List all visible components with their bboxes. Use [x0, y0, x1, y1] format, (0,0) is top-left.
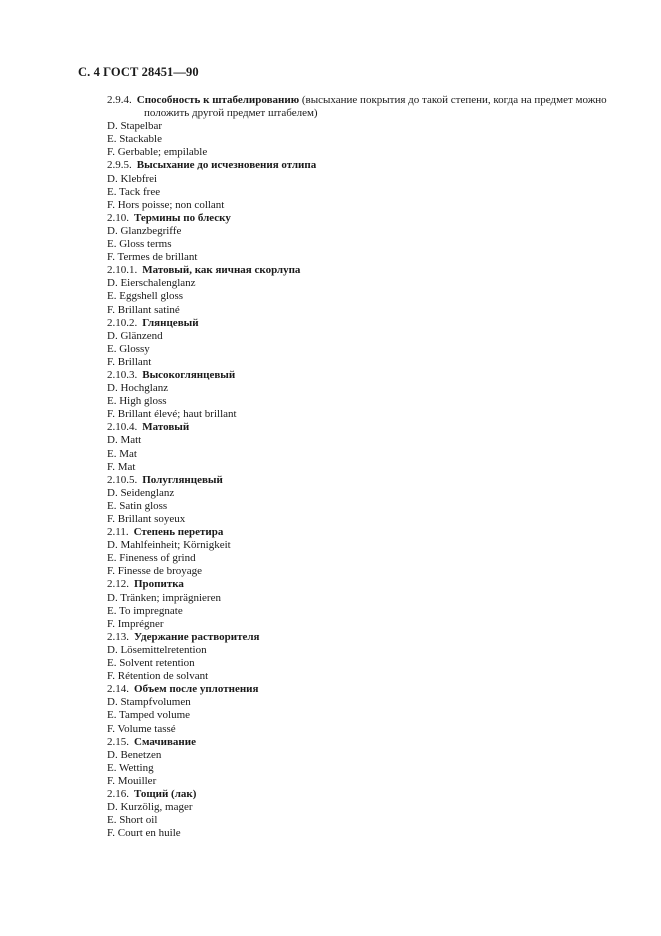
translation-line: F. Brillant élevé; haut brillant [107, 408, 237, 421]
term-number: 2.15. [107, 735, 129, 748]
term-number: 2.10.4. [107, 421, 138, 434]
translation-line: D. Tränken; imprägnieren [107, 591, 221, 604]
term-number: 2.10.2. [107, 316, 138, 329]
translation-line: E. Eggshell gloss [107, 290, 184, 303]
term-number: 2.14. [107, 683, 129, 696]
term-heading [107, 578, 627, 591]
translation-line: D. Glanzbegriffe [107, 224, 182, 237]
term-title: Полуглянцевый [142, 473, 223, 486]
term-title: Глянцевый [142, 316, 199, 329]
translation-line: F. Hors poisse; non collant [107, 198, 225, 211]
translation-line: D. Seidenglanz [107, 486, 175, 499]
translation-line: F. Gerbable; empilable [107, 146, 208, 159]
term-title: Высокоглянцевый [142, 368, 236, 381]
term-heading [107, 631, 627, 644]
term-heading [107, 526, 627, 539]
translation-line: E. Mat [107, 447, 137, 460]
translation-line: D. Klebfrei [107, 172, 158, 185]
translation-line: F. Imprégner [107, 617, 164, 630]
term-number: 2.9.4. [107, 94, 132, 106]
term-title: Тощий (лак) [134, 787, 197, 800]
page-header: С. 4 ГОСТ 28451—90 [78, 65, 199, 79]
term-number: 2.13. [107, 630, 129, 643]
translation-line: D. Lösemittelretention [107, 643, 207, 656]
term-number: 2.10.3. [107, 368, 138, 381]
translation-line: F. Rétention de solvant [107, 670, 209, 683]
term-title: Смачивание [134, 735, 196, 748]
term-number: 2.10. [107, 211, 129, 224]
translation-line: F. Court en huile [107, 827, 181, 840]
term-heading [107, 736, 627, 749]
translation-line: E. Tamped volume [107, 709, 191, 722]
term-number: 2.10.1. [107, 264, 138, 277]
translation-line: F. Brillant soyeux [107, 513, 186, 525]
translation-line: E. Solvent retention [107, 657, 195, 670]
translation-line: D. Hochglanz [107, 382, 169, 395]
translation-line: E. Satin gloss [107, 499, 168, 512]
translation-line: F. Finesse de broyage [107, 565, 203, 578]
terms-list [107, 94, 627, 840]
term-title: Степень перетира [133, 526, 224, 539]
term-title: Объем после уплотнения [134, 683, 259, 696]
translation-line: D. Mahlfeinheit; Körnigkeit [107, 539, 231, 552]
term-heading [107, 212, 627, 225]
term-note: (высыхание покрытия до такой степени, когда на предмет можно положить другой предмет штабелем) [144, 94, 607, 120]
term-heading [107, 683, 627, 696]
translation-line: E. Stackable [107, 133, 162, 146]
term-heading [107, 369, 627, 382]
translation-line: D. Benetzen [107, 748, 162, 761]
translation-line: F. Mouiller [107, 774, 157, 787]
term-heading [107, 421, 627, 434]
term-title: Удержание растворителя [134, 630, 260, 643]
term-number: 2.9.5. [107, 159, 132, 172]
translation-line: E. Gloss terms [107, 238, 172, 251]
translation-line: D. Stapelbar [107, 120, 162, 133]
term-heading [107, 94, 627, 120]
translation-line: F. Brillant [107, 355, 152, 368]
term-title: Матовый [142, 421, 190, 434]
term-heading [107, 474, 627, 487]
translation-line: E. Tack free [107, 185, 161, 198]
translation-line: E. High gloss [107, 395, 167, 408]
term-number: 2.10.5. [107, 473, 138, 486]
term-heading [107, 159, 627, 172]
translation-line: E. Wetting [107, 761, 154, 774]
translation-line: E. To impregnate [107, 604, 183, 617]
translation-line: F. Brillant satiné [107, 303, 180, 316]
term-title: Высыхание до исчезновения отлипа [136, 159, 317, 172]
term-title: Способность к штабелированию [136, 94, 300, 106]
translation-line: E. Short oil [107, 814, 158, 827]
term-number: 2.16. [107, 787, 129, 800]
term-title: Матовый, как яичная скорлупа [142, 264, 301, 277]
term-number: 2.12. [107, 578, 129, 591]
term-number: 2.11. [107, 526, 129, 539]
translation-line: E. Glossy [107, 342, 150, 355]
translation-line: D. Matt [107, 434, 142, 447]
term-heading [107, 788, 627, 801]
term-heading [107, 264, 627, 277]
term-heading [107, 317, 627, 330]
translation-line: D. Eierschalenglanz [107, 277, 196, 290]
translation-line: F. Volume tassé [107, 722, 176, 735]
translation-line: D. Stampfvolumen [107, 696, 191, 709]
translation-line: F. Mat [107, 460, 136, 473]
term-title: Пропитка [134, 578, 184, 591]
translation-line: E. Fineness of grind [107, 552, 196, 565]
translation-line: D. Glänzend [107, 329, 163, 342]
translation-line: D. Kurzölig, mager [107, 801, 193, 814]
translation-line: F. Termes de brillant [107, 251, 198, 264]
term-title: Термины по блеску [134, 211, 231, 224]
